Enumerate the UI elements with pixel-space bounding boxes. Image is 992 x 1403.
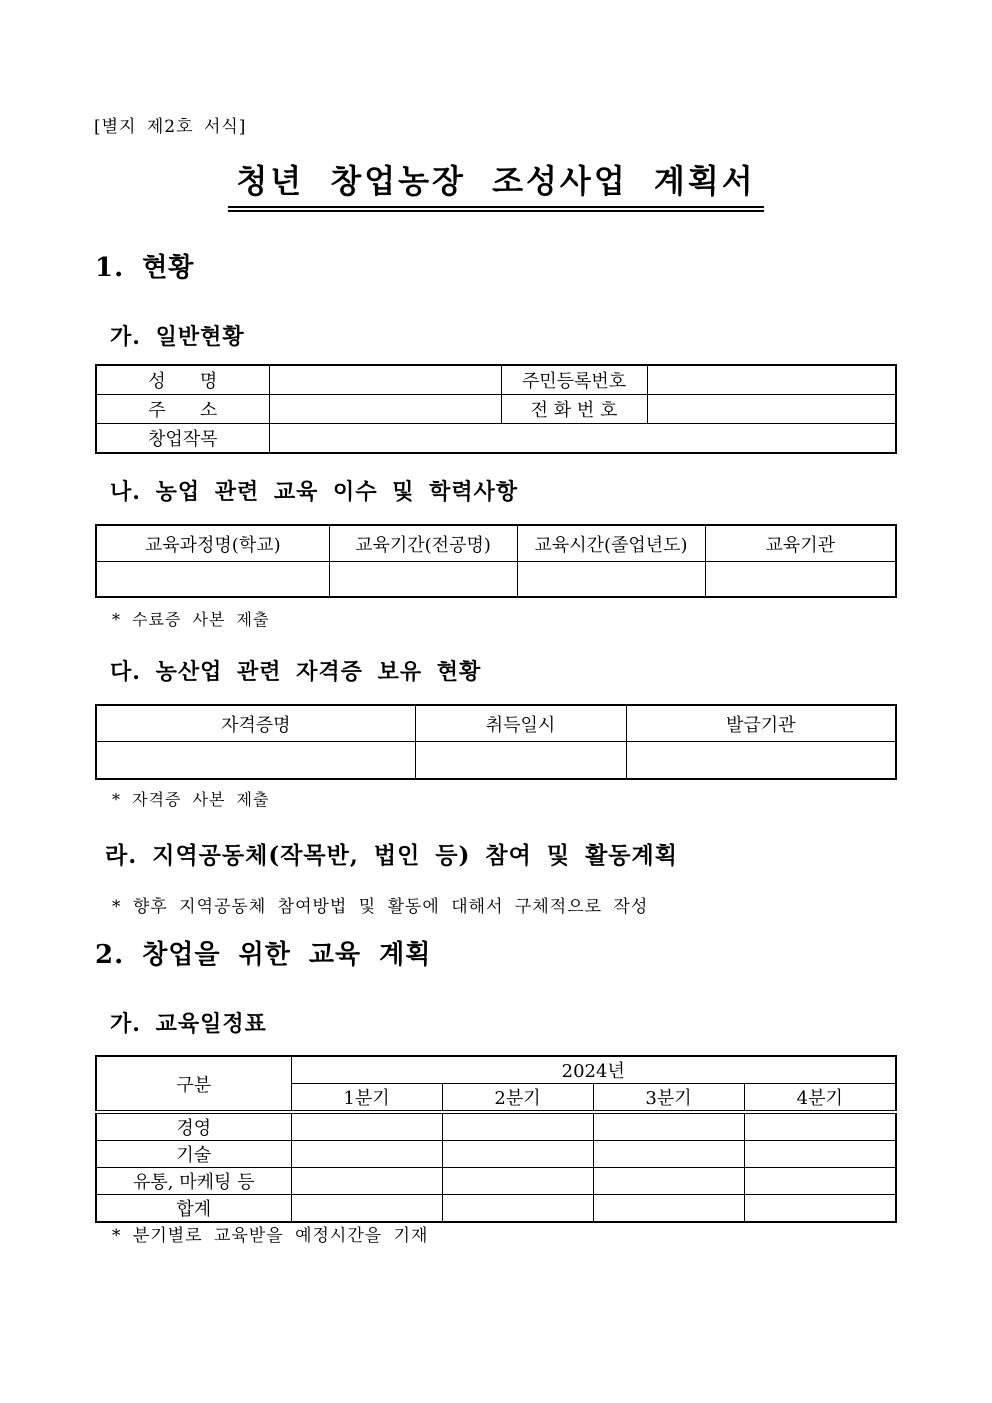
schedule-empty-cell [593,1141,744,1168]
schedule-empty-cell [744,1195,896,1223]
certificate-col-header: 취득일시 [415,705,626,742]
startup-item-value-cell [269,424,896,454]
certificates-note: * 자격증 사본 제출 [112,790,270,809]
education-col-header: 교육시간(졸업년도) [517,525,705,562]
document-title: 청년 창업농장 조성사업 계획서 [228,156,763,212]
schedule-empty-cell [593,1112,744,1141]
quarter-header: 3분기 [593,1084,744,1113]
table-row [96,562,896,598]
name-label: 성 명 [96,365,269,395]
schedule-row-label: 유통, 마케팅 등 [96,1168,291,1195]
general-info-table [95,364,897,454]
education-empty-cell [329,562,517,598]
certificate-empty-cell [415,742,626,780]
schedule-category-header: 구분 [96,1056,291,1112]
education-table [95,524,897,598]
rrn-label: 주민등록번호 [501,365,647,395]
rrn-value-cell [647,365,896,395]
section-2-heading: 2. 창업을 위한 교육 계획 [95,940,432,970]
subsection-education-heading: 나. 농업 관련 교육 이수 및 학력사항 [110,479,519,505]
subsection-certificates-heading: 다. 농산업 관련 자격증 보유 현황 [110,659,482,685]
table-row [96,1168,896,1195]
education-note: * 수료증 사본 제출 [112,610,270,629]
education-col-header: 교육과정명(학교) [96,525,329,562]
schedule-table [95,1055,897,1223]
schedule-row-label: 경영 [96,1112,291,1141]
education-empty-cell [705,562,896,598]
schedule-empty-cell [291,1195,442,1223]
certificate-col-header: 자격증명 [96,705,415,742]
certificate-col-header: 발급기관 [626,705,896,742]
education-empty-cell [96,562,329,598]
subsection-schedule-heading: 가. 교육일정표 [110,1011,267,1037]
schedule-row-label: 기술 [96,1141,291,1168]
table-row [96,365,896,395]
section-1-heading: 1. 현황 [95,253,195,283]
quarter-header: 2분기 [442,1084,593,1113]
table-header-row [96,705,896,742]
quarter-header: 4분기 [744,1084,896,1113]
schedule-empty-cell [291,1168,442,1195]
subsection-community-heading: 라. 지역공동체(작목반, 법인 등) 참여 및 활동계획 [105,842,678,869]
schedule-empty-cell [442,1195,593,1223]
schedule-empty-cell [744,1112,896,1141]
schedule-empty-cell [442,1112,593,1141]
form-number-note: [별지 제2호 서식] [94,117,247,137]
schedule-year-header: 2024년 [291,1056,896,1084]
table-row [96,1141,896,1168]
table-header-row [96,1056,896,1084]
subsection-general-heading: 가. 일반현황 [110,324,245,350]
certificate-empty-cell [626,742,896,780]
schedule-row-label: 합계 [96,1195,291,1223]
education-col-header: 교육기관 [705,525,896,562]
address-label: 주 소 [96,395,269,424]
schedule-empty-cell [442,1141,593,1168]
schedule-empty-cell [744,1168,896,1195]
startup-item-label: 창업작목 [96,424,269,454]
table-row [96,1195,896,1223]
schedule-empty-cell [593,1195,744,1223]
table-row [96,424,896,454]
table-row [96,742,896,780]
community-note: * 향후 지역공동체 참여방법 및 활동에 대해서 구체적으로 작성 [112,897,649,917]
certificate-empty-cell [96,742,415,780]
schedule-empty-cell [291,1141,442,1168]
phone-label: 전 화 번 호 [501,395,647,424]
schedule-empty-cell [744,1141,896,1168]
certificates-table [95,704,897,780]
table-header-row [96,525,896,562]
schedule-empty-cell [593,1168,744,1195]
quarter-header: 1분기 [291,1084,442,1113]
education-empty-cell [517,562,705,598]
schedule-empty-cell [442,1168,593,1195]
phone-value-cell [647,395,896,424]
table-row [96,395,896,424]
name-value-cell [269,365,501,395]
education-col-header: 교육기간(전공명) [329,525,517,562]
title-row [0,156,992,212]
schedule-empty-cell [291,1112,442,1141]
schedule-note: * 분기별로 교육받을 예정시간을 기재 [112,1226,429,1246]
table-row [96,1112,896,1141]
address-value-cell [269,395,501,424]
